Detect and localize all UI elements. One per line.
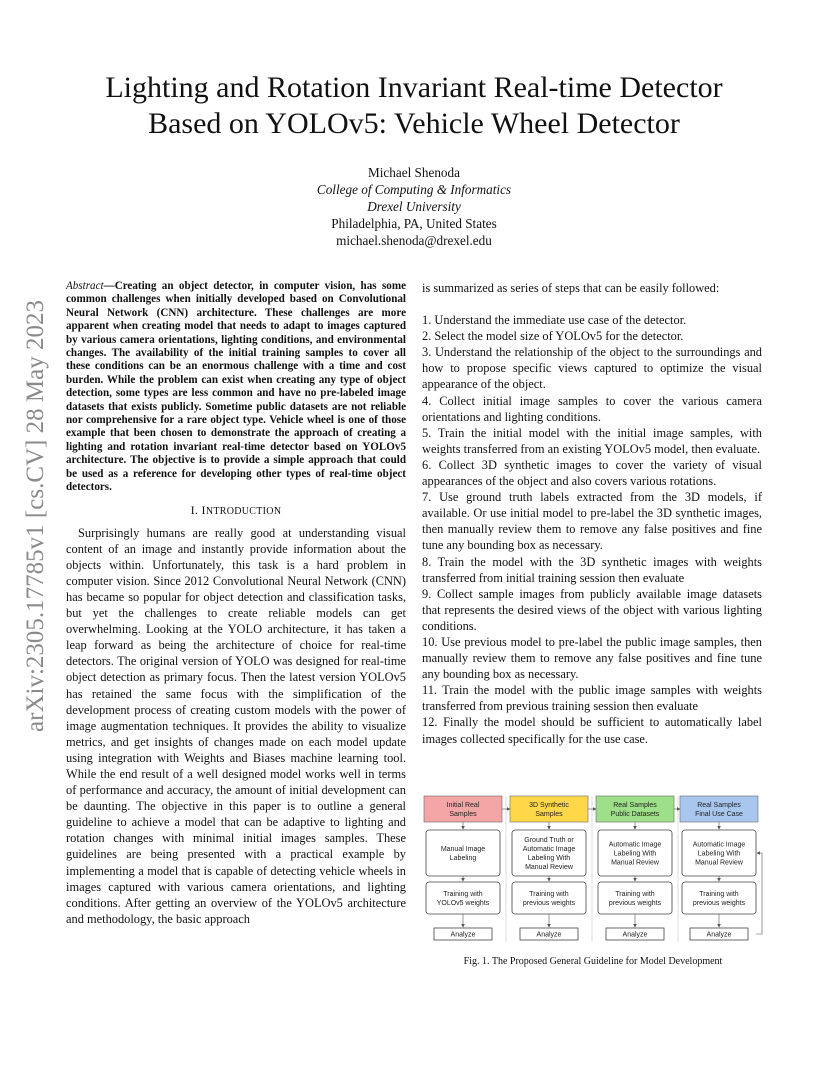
steps-intro: is summarized as series of steps that can be easily followed: xyxy=(422,281,720,295)
stage-header-label: Samples xyxy=(449,810,477,818)
section-heading xyxy=(66,502,406,520)
labeling-label: Automatic Image xyxy=(692,841,746,849)
author-email[interactable]: michael.shenoda@drexel.edu xyxy=(336,233,492,248)
step-item: 10. Use previous model to pre-label the public image samples, then manually review them to remove any false positives and fine tune any bounding box as necessary. xyxy=(422,634,762,682)
stage-header-label: Public Datasets xyxy=(610,810,660,818)
analyze-label: Analyze xyxy=(706,931,732,939)
author-name: Michael Shenoda xyxy=(368,165,460,180)
stage-header-box xyxy=(510,796,588,822)
step-item: 12. Finally the model should be sufficient to automatically label images collected specifically for the use case. xyxy=(422,715,762,746)
labeling-label: Manual Review xyxy=(695,859,743,867)
training-label: previous weights xyxy=(522,899,576,907)
training-label: Training with xyxy=(443,890,483,898)
labeling-label: Labeling With xyxy=(613,850,657,858)
labeling-label: Ground Truth or xyxy=(524,836,574,844)
section-first-letter: I xyxy=(201,502,206,517)
labeling-label: Manual Image xyxy=(440,845,486,853)
training-label: Training with xyxy=(699,890,739,898)
steps-list xyxy=(422,312,762,747)
stage-header-label: Real Samples xyxy=(697,801,741,809)
step-item: 2. Select the model size of YOLOv5 for the detector. xyxy=(422,329,684,344)
flowchart-svg xyxy=(422,792,764,944)
section-numeral: I. xyxy=(190,502,202,517)
stage-header-box xyxy=(680,796,758,822)
abstract xyxy=(66,280,406,495)
analyze-label: Analyze xyxy=(536,931,562,939)
left-column xyxy=(66,280,406,927)
training-label: Training with xyxy=(615,890,655,898)
labeling-label: Manual Review xyxy=(525,863,573,871)
stage-header-label: Real Samples xyxy=(613,801,657,809)
labeling-label: Automatic Image xyxy=(608,841,662,849)
step-item: 1. Understand the immediate use case of the detector. xyxy=(422,313,687,328)
labeling-label: Manual Review xyxy=(611,859,659,867)
author-university: Drexel University xyxy=(367,199,461,214)
paper-title xyxy=(40,70,788,142)
training-box xyxy=(426,882,500,914)
training-box xyxy=(598,882,672,914)
step-item: 3. Understand the relationship of the object to the surroundings and how to propose specific views captured to optimize the visual appearance of the object. xyxy=(422,345,762,392)
step-item: 6. Collect 3D synthetic images to cover the variety of visual appearances of the object and also covers various rotations. xyxy=(422,457,762,489)
training-box xyxy=(512,882,586,914)
labeling-label: Labeling xyxy=(449,854,477,862)
title-line-1: Lighting and Rotation Invariant Real-time Detector xyxy=(105,71,723,104)
stage-header-label: 3D Synthetic xyxy=(529,801,569,809)
author-college: College of Computing & Informatics xyxy=(316,182,512,197)
training-box xyxy=(682,882,756,914)
stage-header-label: Final Use Case xyxy=(695,810,743,818)
analyze-label: Analyze xyxy=(622,931,648,939)
step-item: 7. Use ground truth labels extracted from the 3D models, if available. Or use initial model to pre-label the 3D synthetic images, then manually review them to remove any false positives and fine tune any bounding box as necessary. xyxy=(422,490,762,553)
labeling-box xyxy=(426,830,500,876)
analyze-label: Analyze xyxy=(450,931,476,939)
step-item: 5. Train the initial model with the initial image samples, with weights transferred from an existing YOLOv5 model, then evaluate. xyxy=(422,425,762,456)
stage-header-label: Samples xyxy=(535,810,563,818)
training-label: previous weights xyxy=(692,899,746,907)
step-item: 11. Train the model with the public image samples with weights transferred from previous training session then evaluate xyxy=(422,683,762,714)
arxiv-watermark: arXiv:2305.17785v1 [cs.CV] 28 May 2023 xyxy=(22,300,49,732)
step-item: 8. Train the model with the 3D synthetic images with weights transferred from initial training session then evaluate xyxy=(422,554,762,585)
right-column xyxy=(422,280,762,747)
stage-header-box xyxy=(424,796,502,822)
figure-flowchart xyxy=(422,792,764,944)
step-item: 4. Collect initial image samples to cover the various camera orientations and lighting conditions. xyxy=(422,393,762,424)
figure-caption: Fig. 1. The Proposed General Guideline for Model Development xyxy=(463,956,723,967)
step-item: 9. Collect sample images from publicly available image datasets that represents the desired views of the object with various lighting conditions. xyxy=(422,586,762,633)
author-block xyxy=(200,164,628,249)
stage-header-label: Initial Real xyxy=(446,801,480,809)
training-label: YOLOv5 weights xyxy=(436,899,490,907)
stage-header-box xyxy=(596,796,674,822)
labeling-label: Labeling With xyxy=(527,854,571,862)
title-line-2: Based on YOLOv5: Vehicle Wheel Detector xyxy=(148,107,680,140)
introduction-paragraph: Surprisingly humans are really good at understanding visual content of an image and instantly provide information about the objects within. Unfortunately, this task is a hard problem in computer vision. Since 2012 Convolutional Neural Network (CNN) has became so popular for object detection and classification tasks, but yet the challenges to create reliable models can get overwhelming. Looking at the YOLO architecture, it has taken a leap forward as being the architecture of choice for real-time detectors. The original version of YOLO was designed for real-time object detection as primary focus. Then the latest version YOLOv5 has retained the same focus with the simplification of the development process of creating custom models with the power of image augmentation techniques. It provides the ability to visualize metrics, and get insights of changes made on each model update using integration with Weights and Biases machine learning tool. While the end result of a well designed model works well in terms of performance and accuracy, the amount of initial development can be daunting. The objective in this paper is to outline a general guideline to achieve a model that can be adaptive to lighting and rotation changes with minimal initial images samples. These guidelines are being presented with a practical example by implementing a model that is capable of detecting vehicle wheels in images captured with various camera orientations, and lighting conditions. After getting an overview of the YOLOv5 architecture and methodology, the basic approach xyxy=(66,525,406,926)
abstract-label: Abstract xyxy=(66,280,104,292)
training-label: Training with xyxy=(529,890,569,898)
training-label: previous weights xyxy=(608,899,662,907)
labeling-label: Labeling With xyxy=(697,850,741,858)
feedback-arrow xyxy=(756,853,762,934)
labeling-label: Automatic Image xyxy=(522,845,576,853)
section-rest: NTRODUCTION xyxy=(205,505,282,517)
abstract-text: —Creating an object detector, in computer vision, has some common challenges when initially developed based on Convolutional Neural Network (CNN) architecture. These challenges are more apparent when creating model that needs to adapt to images captured by various camera orientations, lighting conditions, and environmental changes. The availability of the initial training samples to cover all these conditions can be an enormous challenge with a time and cost burden. While the problem can exist when creating any type of object detection, some types are less common and have no pre-labeled image datasets that exists publicly. Sometime public datasets are not reliable nor comprehensive for a rare object type. Vehicle wheel is one of those example that been chosen to demonstrate the approach of creating a lighting and rotation invariant real-time detector based on YOLOv5 architecture. The objective is to provide a simple approach that could be used as a reference for developing other types of real-time object detectors. xyxy=(66,280,406,494)
author-location: Philadelphia, PA, United States xyxy=(331,216,497,231)
